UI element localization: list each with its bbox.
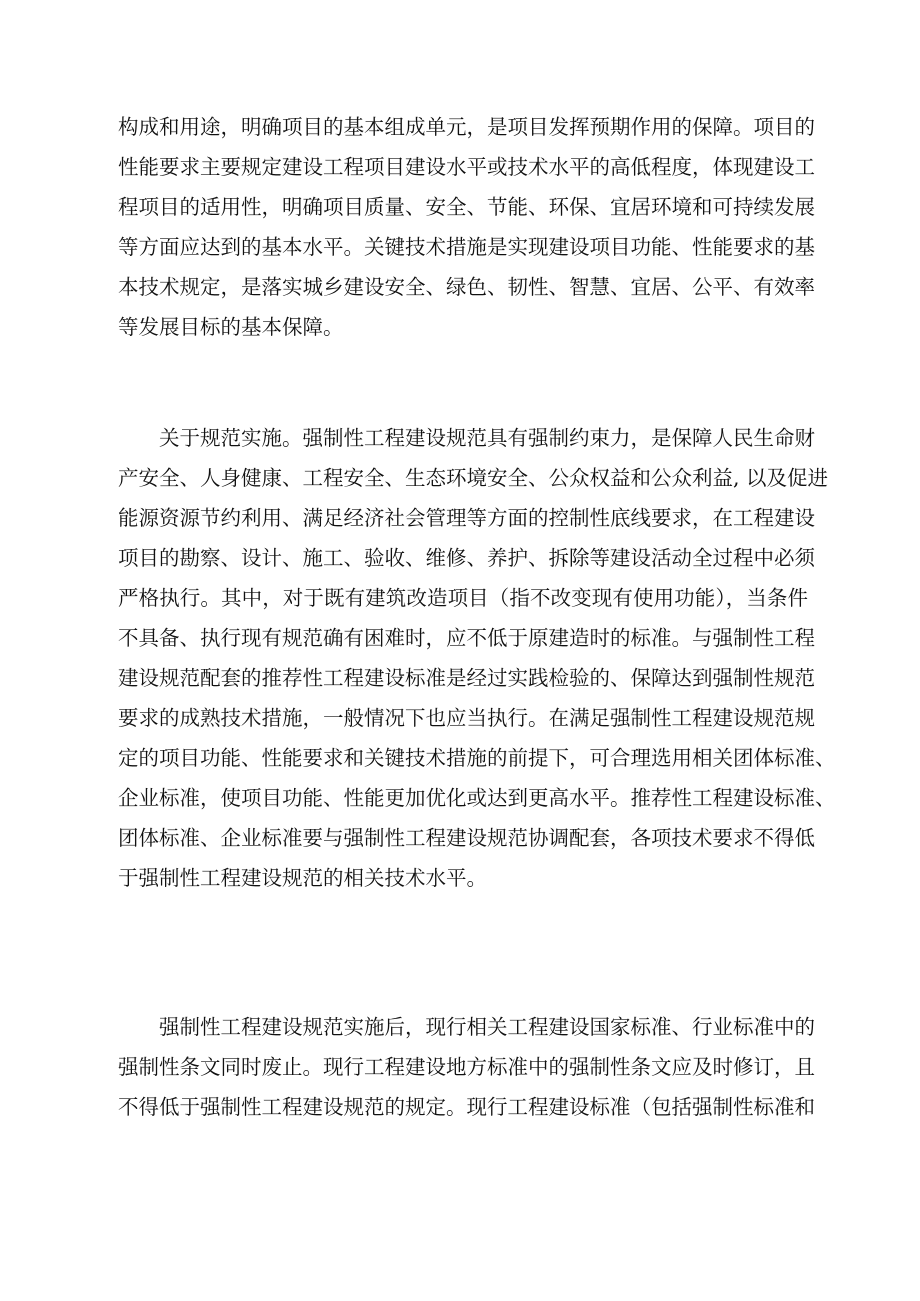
text-line: 严格执行。其中，对于既有建筑改造项目（指不改变现有使用功能），当条件 — [118, 586, 808, 610]
text-line: 构成和用途，明确项目的基本组成单元，是项目发挥预期作用的保障。项目的 — [118, 115, 815, 139]
text-line: 企业标准，使项目功能、性能更加优化或达到更高水平。推荐性工程建设标准、 — [118, 786, 836, 810]
text-line: 等发展目标的基本保障。 — [118, 315, 344, 339]
text-line: 能源资源节约利用、满足经济社会管理等方面的控制性底线要求，在工程建设 — [118, 506, 815, 530]
text-line: 于强制性工程建设规范的相关技术水平。 — [118, 866, 487, 890]
text-line: 性能要求主要规定建设工程项目建设水平或技术水平的高低程度，体现建设工 — [118, 155, 815, 179]
text-line: 要求的成熟技术措施，一般情况下也应当执行。在满足强制性工程建设规范规 — [118, 706, 815, 730]
text-line: 本技术规定，是落实城乡建设安全、绿色、韧性、智慧、宜居、公平、有效率 — [118, 275, 815, 299]
paragraph-mandatory-provisions-repeal — [118, 1013, 815, 1133]
text-line: 定的项目功能、性能要求和关键技术措施的前提下，可合理选用相关团体标准、 — [118, 746, 836, 770]
text-line: 等方面应达到的基本水平。关键技术措施是实现建设项目功能、性能要求的基 — [118, 235, 815, 259]
text-line: 程项目的适用性，明确项目质量、安全、节能、环保、宜居环境和可持续发展 — [118, 195, 815, 219]
paragraph-project-composition — [118, 113, 815, 353]
text-line: 关于规范实施。强制性工程建设规范具有强制约束力，是保障人民生命财 — [159, 426, 815, 450]
text-line: 强制性工程建设规范实施后，现行相关工程建设国家标准、行业标准中的 — [159, 1015, 815, 1039]
text-line: 项目的勘察、设计、施工、验收、维修、养护、拆除等建设活动全过程中必须 — [118, 546, 815, 570]
paragraph-standard-implementation — [118, 424, 836, 904]
text-line: 不得低于强制性工程建设规范的规定。现行工程建设标准（包括强制性标准和 — [118, 1095, 815, 1119]
text-line: 团体标准、企业标准要与强制性工程建设规范协调配套，各项技术要求不得低 — [118, 826, 815, 850]
text-line: 不具备、执行现有规范确有困难时，应不低于原建造时的标准。与强制性工程 — [118, 626, 815, 650]
text-line: 产安全、人身健康、工程安全、生态环境安全、公众权益和公众利益, 以及促进 — [118, 466, 829, 490]
text-line: 强制性条文同时废止。现行工程建设地方标准中的强制性条文应及时修订，且 — [118, 1055, 815, 1079]
text-line: 建设规范配套的推荐性工程建设标准是经过实践检验的、保障达到强制性规范 — [118, 666, 815, 690]
